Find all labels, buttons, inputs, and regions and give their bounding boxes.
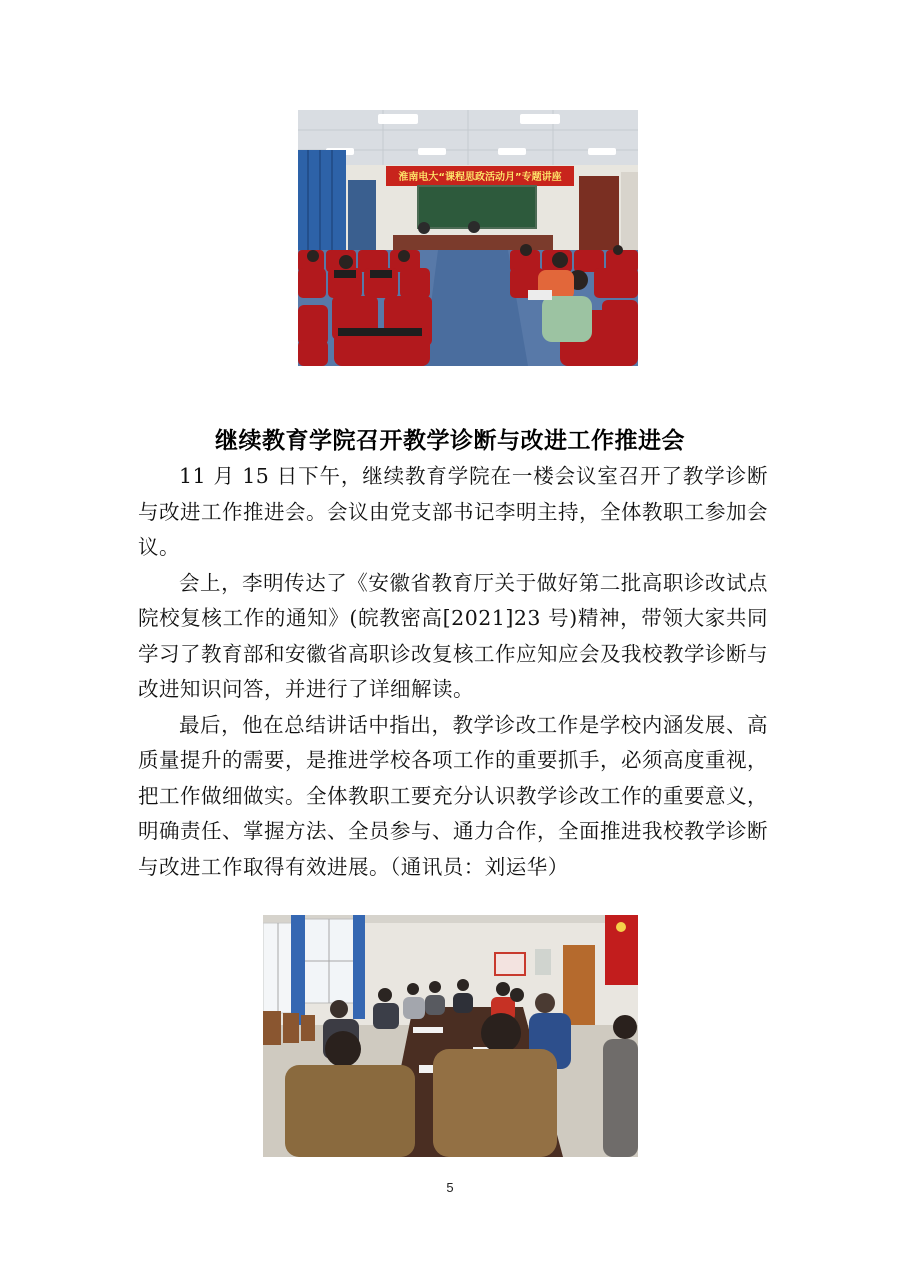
article-title: 继续教育学院召开教学诊断与改进工作推进会 <box>215 428 685 454</box>
lecture-hall-photo <box>298 110 638 366</box>
paragraph: 11 月 15 日下午，继续教育学院在一楼会议室召开了教学诊断与改进工作推进会。会议由党支部书记李明主持，全体教职工参加会议。 <box>138 464 768 559</box>
paragraph: 会上，李明传达了《安徽省教育厅关于做好第二批高职诊改试点院校复核工作的通知》(皖教密高[2021]23 号)精神，带领大家共同学习了教育部和安徽省高职诊改复核工作应知应会及我校教学诊断与改进知识问答，并进行了详细解读。 <box>138 570 768 701</box>
paragraph: 最后，他在总结讲话中指出，教学诊改工作是学校内涵发展、高质量提升的需要，是推进学校各项工作的重要抓手，必须高度重视，把工作做细做实。全体教职工要充分认识教学诊改工作的重要意义，明确责任、掌握方法、全员参与、通力合作，全面推进我校教学诊断与改进工作取得有效进展。（通讯员：刘运华） <box>138 712 768 879</box>
banner-text: 淮南电大“课程思政活动月”专题讲座 <box>398 172 562 183</box>
page-number: 5 <box>446 1180 454 1195</box>
meeting-room-photo <box>263 915 638 1157</box>
article-body <box>138 459 768 885</box>
